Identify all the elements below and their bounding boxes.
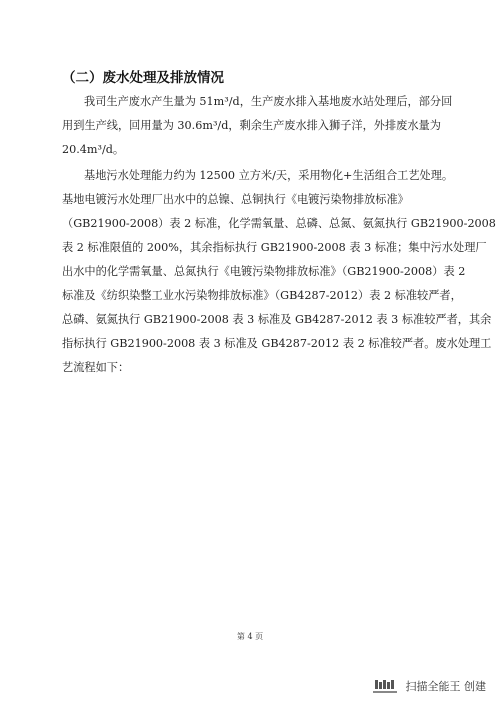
paragraph-line: 出水中的化学需氧量、总氮执行《电镀污染物排放标准》（GB21900-2008）表 2 — [62, 265, 466, 278]
paragraph-line: 标准及《纺织染整工业水污染物排放标准》（GB4287-2012）表 2 标准较严者， — [62, 289, 462, 302]
paragraph-line: 基地污水处理能力约为 12500 立方米/天，采用物化+生活组合工艺处理。 — [84, 169, 454, 182]
paragraph-line: （GB21900-2008）表 2 标准，化学需氧量、总磷、总氮、氨氮执行 GB21900-2008 — [62, 217, 496, 230]
paragraph-line: 指标执行 GB21900-2008 表 3 标准及 GB4287-2012 表 2 标准较严者。废水处理工 — [62, 337, 492, 350]
paragraph-line: 基地电镀污水处理厂出水中的总镍、总铜执行《电镀污染物排放标准》 — [62, 193, 409, 206]
section-heading: （二）废水处理及排放情况 — [62, 70, 224, 86]
paragraph-wastewater-volume — [62, 90, 457, 162]
paragraph-line: 用到生产线，回用量为 30.6m³/d，剩余生产废水排入狮子洋，外排废水量为 — [62, 119, 441, 132]
paragraph-line: 总磷、氨氮执行 GB21900-2008 表 3 标准及 GB4287-2012 表 3 标准较严者，其余 — [62, 313, 492, 326]
paragraph-line: 20.4m³/d。 — [62, 143, 125, 156]
paragraph-line: 我司生产废水产生量为 51m³/d，生产废水排入基地废水站处理后，部分回 — [84, 95, 453, 108]
scanner-watermark — [370, 677, 487, 695]
page-number: 第 4 页 — [236, 632, 264, 641]
paragraph-treatment-standards — [62, 164, 496, 380]
scanner-label: 扫描全能王 创建 — [405, 680, 486, 693]
camscanner-logo-icon — [370, 677, 400, 695]
paragraph-line: 表 2 标准限值的 200%，其余指标执行 GB21900-2008 表 3 标准；集中污水处理厂 — [62, 241, 487, 254]
paragraph-line: 艺流程如下： — [62, 361, 130, 374]
